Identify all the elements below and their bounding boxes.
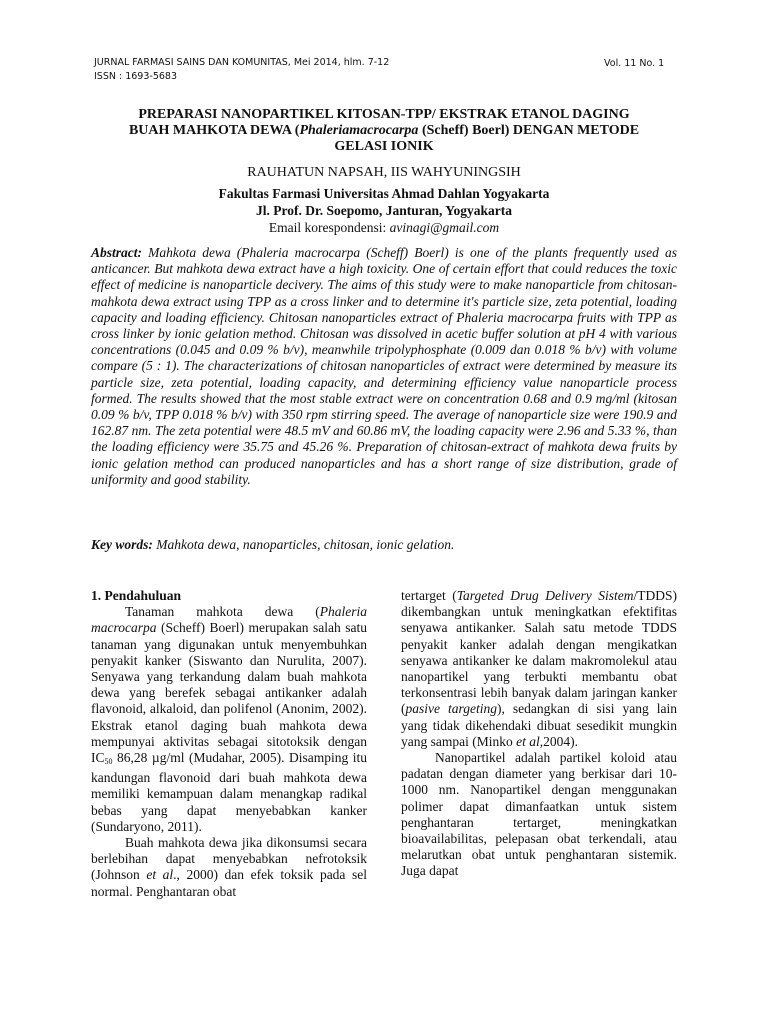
email-line	[80, 220, 688, 236]
paragraph	[401, 588, 677, 750]
abstract-label: Abstract:	[91, 245, 143, 260]
volume-number: Vol. 11 No. 1	[604, 58, 665, 69]
text-run: ., 2000) dan efek toksik pada sel normal. Penghantaran obat	[91, 867, 367, 899]
right-column	[401, 588, 677, 880]
citation-et-al: et al	[516, 733, 540, 749]
italic-term: Targeted Drug Delivery Sistem	[456, 588, 634, 603]
keywords	[91, 537, 677, 553]
italic-term: pasive targeting	[405, 701, 498, 717]
text-run: ), sedangkan di sisi yang lain yang tidak dikehendaki dibuat sesedikit mungkin yang sampai (Minko	[401, 701, 677, 749]
text-run: (Scheff) Boerl) merupakan salah satu tanaman yang digunakan untuk menyembuhkan penyakit kanker (Siswanto dan Nurulita, 2007). Senyawa yang terkandung dalam buah mahkota dewa yang berefek sebagai antikanker adalah flavonoid, alkaloid, dan polifenol (Anonim, 2002). Ekstrak etanol daging buah mahkota dewa mempunyai aktivitas sebagai sitotoksik dengan IC	[91, 620, 367, 766]
section-heading: 1. Pendahuluan	[91, 588, 182, 603]
text-run: ,2004).	[539, 733, 578, 749]
paragraph	[91, 604, 367, 835]
abstract-text: Mahkota dewa (Phaleria macrocarpa (Scheff) Boerl) is one of the plants frequently used as anticancer. But mahkota dewa extract have a high toxicity. One of certain effort that could reduces the toxic effect of medicine is nanoparticle decivery. The aims of this study were to make nanoparticle from chitosan-mahkota dewa extract using TPP as a cross linker and to determine it's particle size, zeta potential, loading capacity and loading efficiency. Chitosan nanoparticles extract of Phaleria macrocarpa fruits with TPP as cross linker by ionic gelation method. Chitosan was dissolved in acetic buffer solution at pH 4 with various concentrations (0.045 and 0.09 % b/v), meanwhile tripolyphosphate (0.009 dan 0.018 % b/v) with volume compare (5 : 1). The characterizations of chitosan nanoparticles of extract were determined by measure its particle size, zeta potential, loading capacity, and determining efficiency value nanoparticle process formed. The results showed that the most stable extract were on concentration 0.68 and 0.9 mg/ml (kitosan 0.09 % b/v, TPP 0.018 % b/v) with 350 rpm stirring speed. The average of nanoparticle size were 190.9 and 162.87 nm. The zeta potential were 48.5 mV and 60.86 mV, the loading capacity were 2.96 and 5.33 %, than the loading efficiency were 35.75 and 45.26 %. Preparation of chitosan-extract of mahkota dewa fruits by ionic gelation method can produced nanoparticles and has a short range of size distribution, grade of uniformity and good stability.	[91, 245, 677, 487]
authors: RAUHATUN NAPSAH, IIS WAHYUNINGSIH	[247, 165, 521, 180]
text-run: Tanaman mahkota dewa (	[125, 604, 320, 620]
journal-citation: JURNAL FARMASI SAINS DAN KOMUNITAS, Mei 2014, hlm. 7-12	[94, 57, 390, 68]
affiliation-line-1: Fakultas Farmasi Universitas Ahmad Dahlan Yogyakarta	[218, 186, 550, 201]
text-run: 86,28 µg/ml (Mudahar, 2005). Disamping itu kandungan flavonoid dari buah mahkota dewa memiliki kemampuan dalam menangkap radikal bebas yang dapat menyebabkan kanker (Sundaryono, 2011).	[91, 750, 367, 834]
affiliation-line-2: Jl. Prof. Dr. Soepomo, Janturan, Yogyakarta	[255, 203, 512, 218]
text-run: tertarget (	[401, 588, 457, 603]
text-run: /TDDS) dikembangkan untuk meningkatkan efektifitas senyawa antikanker. Salah satu metode TDDS penyakit kanker adalah dengan mengikatkan senyawa antikanker ke dalam makromolekul atau nanopartikel yang terbukti membantu obat terkonsentrasi lebih banyak dalam jaringan kanker (	[401, 588, 677, 717]
title-line-2-start: BUAH MAHKOTA DEWA (	[128, 123, 300, 138]
email-label: Email korespondensi:	[268, 220, 390, 235]
issn: ISSN : 1693-5683	[94, 71, 177, 82]
keywords-text: Mahkota dewa, nanoparticles, chitosan, ionic gelation.	[152, 537, 455, 552]
title-line-1: PREPARASI NANOPARTIKEL KITOSAN-TPP/ EKSTRAK ETANOL DAGING	[138, 107, 630, 122]
email-address[interactable]: avinagi@gmail.com	[389, 220, 500, 235]
species-name: Phaleria macrocarpa	[91, 604, 367, 636]
title-line-2-end: (Scheff) Boerl) DENGAN METODE	[418, 123, 640, 138]
article-title	[80, 107, 688, 155]
citation-et-al: et al	[146, 867, 174, 883]
text-run: Buah mahkota dewa jika dikonsumsi secara berlebihan dapat menyebabkan nefrotoksik (Johnson	[91, 835, 367, 883]
title-line-3: GELASI IONIK	[334, 139, 434, 154]
abstract	[91, 245, 677, 488]
left-column	[91, 588, 367, 900]
paragraph: Nanopartikel adalah partikel koloid atau padatan dengan diameter yang berkisar dari 10-1000 nm. Nanopartikel dengan menggunakan polimer dapat dimanfaatkan untuk sistem penghantaran tertarget, meningkatkan bioavailabilitas, pelepasan obat terkendali, atau melarutkan obat untuk penghantaran sistemik. Juga dapat	[401, 750, 677, 879]
title-species: Phaleriamacrocarpa	[299, 123, 419, 138]
keywords-label: Key words:	[91, 537, 153, 552]
title-line-2	[80, 123, 688, 139]
paragraph	[91, 835, 367, 900]
subscript: 50	[104, 757, 113, 767]
